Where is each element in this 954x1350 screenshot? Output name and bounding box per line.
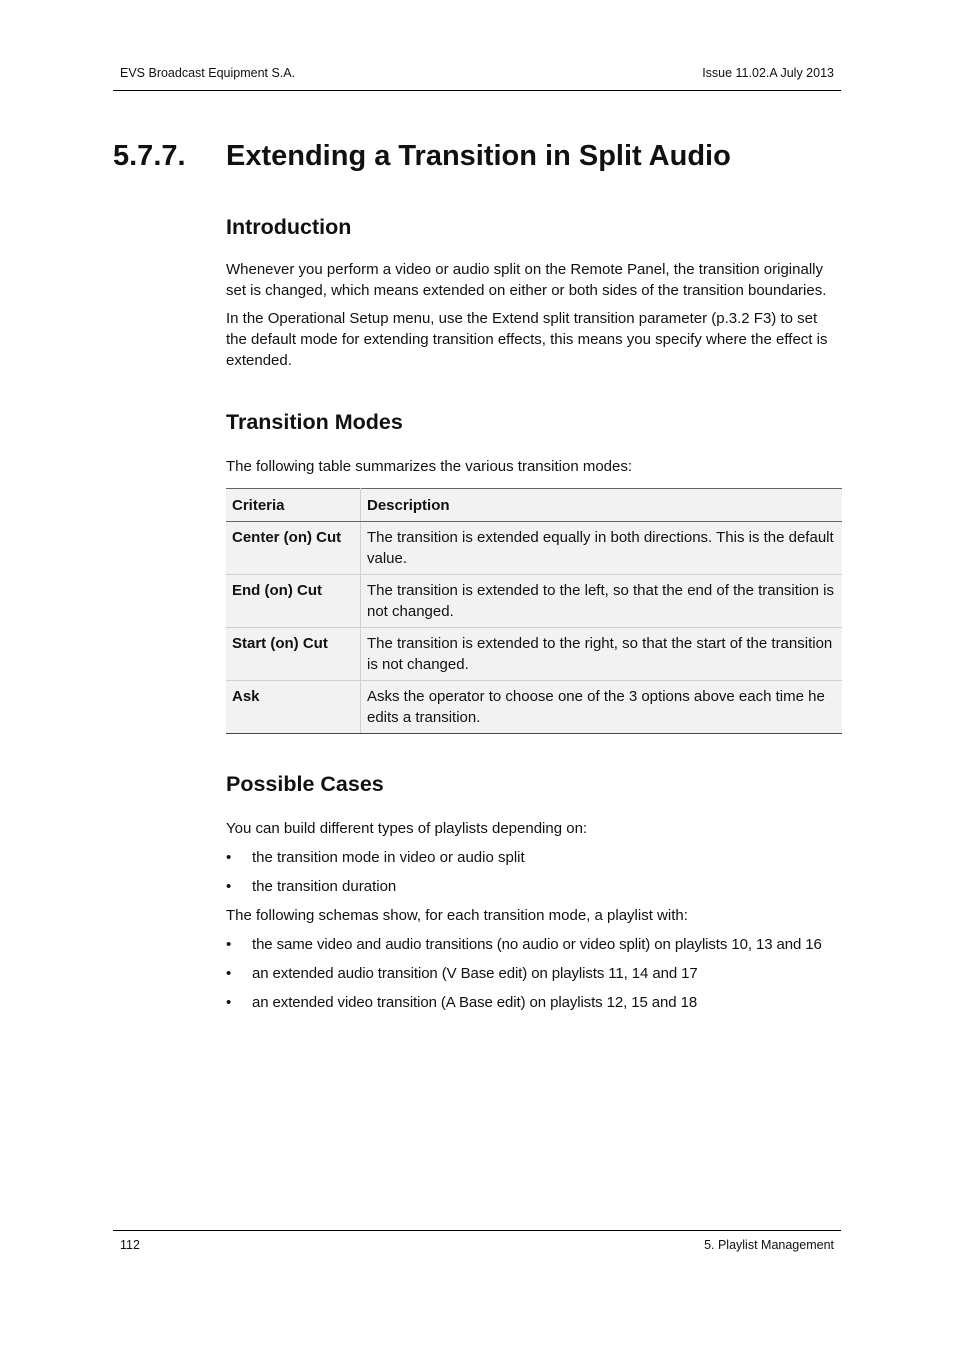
- schemas-lead: The following schemas show, for each transition mode, a playlist with:: [226, 907, 688, 924]
- possible-cases-heading: Possible Cases: [226, 772, 384, 796]
- schemas-list: [226, 934, 842, 1013]
- bullet-icon: •: [226, 994, 232, 1011]
- depends-on-list: [226, 847, 842, 897]
- page-header: [113, 64, 841, 91]
- introduction-paragraph: In the Operational Setup menu, use the Extend split transition parameter (p.3.2 F3) to set the default mode for extending transition effects, this means you specify where the effect is extended.: [226, 310, 828, 369]
- page-footer: [113, 1230, 841, 1252]
- list-item: • an extended audio transition (V Base edit) on playlists 11, 14 and 17: [226, 965, 698, 982]
- introduction-paragraph: Whenever you perform a video or audio split on the Remote Panel, the transition originally set is changed, which means extended on either or both sides of the transition boundaries.: [226, 261, 827, 299]
- transition-modes-lead: The following table summarizes the various transition modes:: [226, 458, 633, 475]
- section-title-text: Extending a Transition in Split Audio: [226, 140, 731, 172]
- bullet-icon: •: [226, 936, 232, 953]
- bullet-icon: •: [226, 878, 232, 895]
- transition-modes-heading: Transition Modes: [226, 410, 403, 434]
- footer-chapter: 5. Playlist Management: [704, 1238, 834, 1252]
- table-row: [226, 522, 842, 575]
- list-item: • the transition mode in video or audio split: [226, 849, 525, 866]
- column-header-description: Description: [361, 489, 843, 522]
- header-company: EVS Broadcast Equipment S.A.: [120, 66, 296, 80]
- bullet-icon: •: [226, 965, 232, 982]
- table-row: [226, 681, 842, 734]
- bullet-icon: •: [226, 849, 232, 866]
- transition-modes-table: [226, 488, 842, 734]
- table-header-row: [226, 489, 842, 522]
- list-item: • the transition duration: [226, 878, 397, 895]
- header-issue: Issue 11.02.A July 2013: [702, 66, 834, 80]
- list-item: • the same video and audio transitions (no audio or video split) on playlists 10, 13 and 16: [226, 936, 822, 953]
- section-number: 5.7.7.: [113, 140, 186, 172]
- criteria-cell: Center (on) Cut: [226, 522, 361, 575]
- criteria-cell: End (on) Cut: [226, 575, 361, 628]
- criteria-cell: Start (on) Cut: [226, 628, 361, 681]
- description-cell: The transition is extended to the left, so that the end of the transition is not changed.: [361, 575, 843, 628]
- introduction-heading: Introduction: [226, 215, 352, 239]
- possible-cases-lead: You can build different types of playlists depending on:: [226, 820, 588, 837]
- description-cell: The transition is extended to the right, so that the start of the transition is not changed.: [361, 628, 843, 681]
- list-item: • an extended video transition (A Base edit) on playlists 12, 15 and 18: [226, 994, 698, 1011]
- criteria-cell: Ask: [226, 681, 361, 734]
- section-title: [113, 140, 841, 173]
- table-row: [226, 628, 842, 681]
- description-cell: Asks the operator to choose one of the 3 options above each time he edits a transition.: [361, 681, 843, 734]
- page-number: 112: [120, 1238, 140, 1252]
- column-header-criteria: Criteria: [226, 489, 361, 522]
- main-content: [226, 210, 842, 1021]
- description-cell: The transition is extended equally in both directions. This is the default value.: [361, 522, 843, 575]
- table-row: [226, 575, 842, 628]
